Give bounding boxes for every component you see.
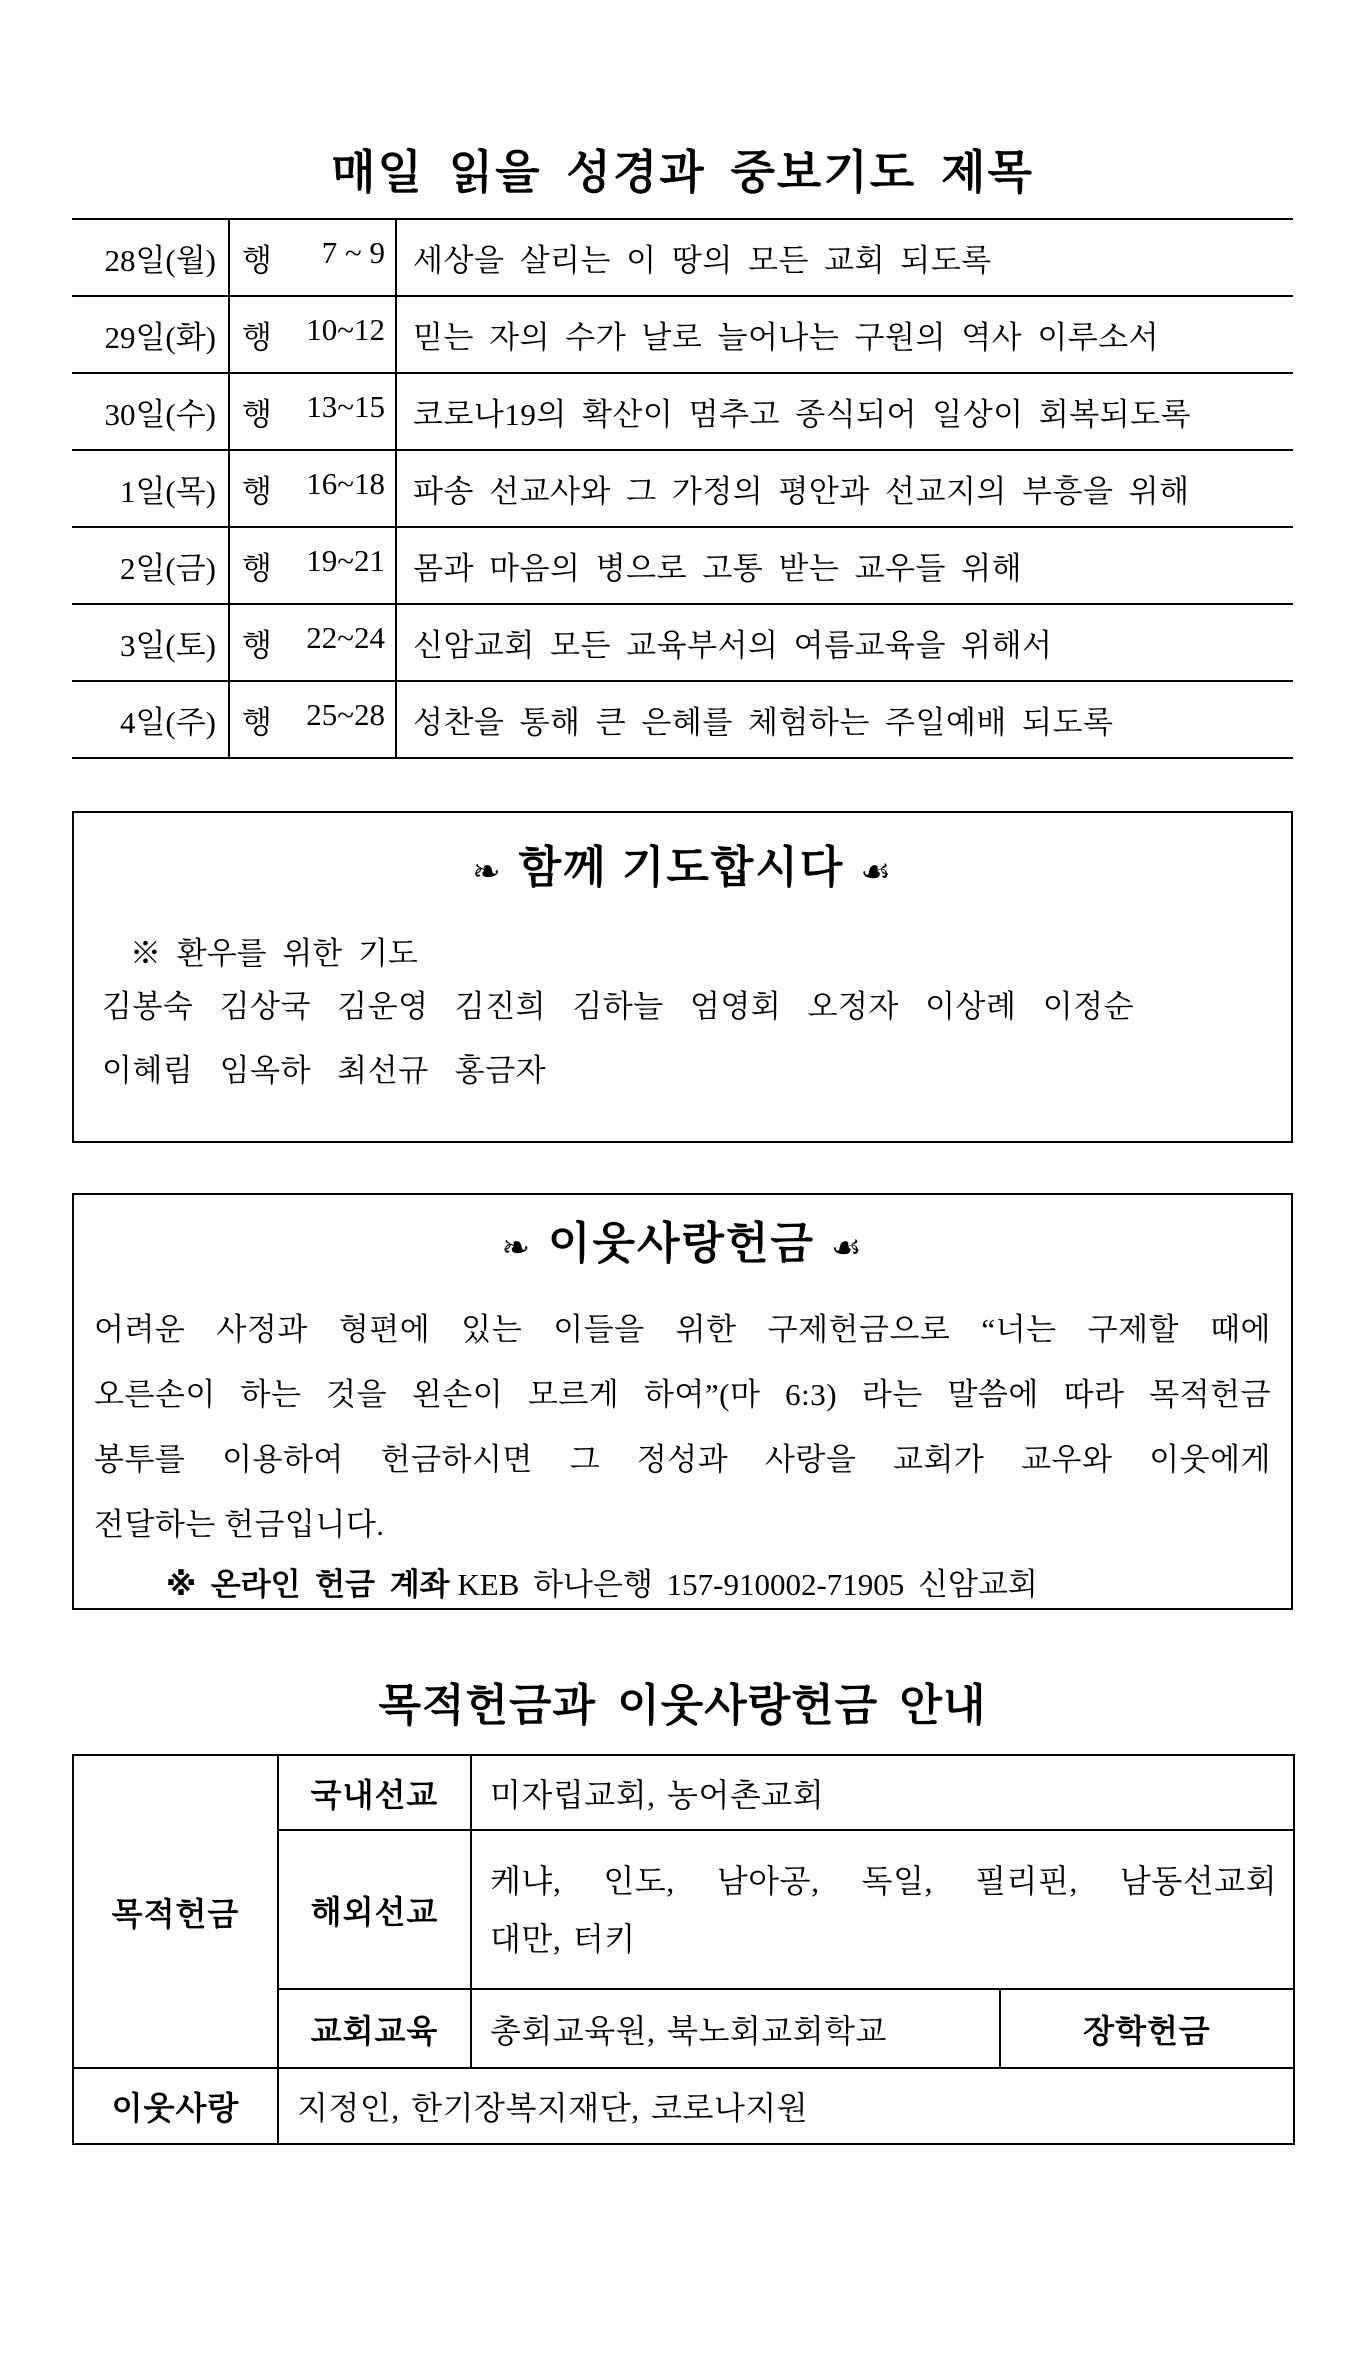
account-number: KEB 하나은행 157-910002-71905 신암교회 bbox=[457, 1567, 1038, 1603]
domestic-mission-header: 국내선교 bbox=[278, 1755, 471, 1830]
day-cell: 30일(수) bbox=[72, 373, 229, 450]
pray-box-title-text: 함께 기도합시다 bbox=[518, 843, 845, 892]
account-label: ※ 온라인 헌금 계좌 bbox=[166, 1567, 450, 1603]
passage-range: 16~18 bbox=[306, 466, 385, 501]
prayer-topic-cell: 세상을 살리는 이 땅의 모든 교회 되도록 bbox=[396, 219, 1293, 296]
floral-ornament-left-icon: ❧ bbox=[501, 1228, 532, 1269]
passage-range: 25~28 bbox=[306, 697, 385, 732]
overseas-mission-header: 해외선교 bbox=[278, 1830, 471, 1989]
passage-book: 행 bbox=[242, 320, 272, 355]
passage-range: 19~21 bbox=[306, 543, 385, 578]
daily-reading-table bbox=[72, 218, 1293, 759]
offering-description-line: 오른손이 하는 것을 왼손이 모르게 하여”(마 6:3) 라는 말씀에 따라 목적헌금 bbox=[94, 1377, 1271, 1413]
neighbor-love-offering-box bbox=[72, 1193, 1293, 1610]
prayer-topic-cell: 코로나19의 확산이 멈추고 종식되어 일상이 회복되도록 bbox=[396, 373, 1293, 450]
passage-book: 행 bbox=[242, 628, 272, 663]
table-row bbox=[72, 373, 1293, 450]
church-education-content: 총회교육원, 북노회교회학교 bbox=[471, 1989, 1000, 2068]
offering-box-title-text: 이웃사랑헌금 bbox=[547, 1219, 816, 1268]
pray-together-box bbox=[72, 811, 1293, 1143]
page-title: 매일 읽을 성경과 중보기도 제목 bbox=[331, 146, 1034, 198]
passage-range: 7 ~ 9 bbox=[321, 235, 385, 270]
overseas-mission-content bbox=[471, 1830, 1294, 1989]
scholarship-offering-cell: 장학헌금 bbox=[1000, 1989, 1294, 2068]
passage-cell bbox=[229, 373, 396, 450]
prayer-topic-cell: 성찬을 통해 큰 은혜를 체험하는 주일예배 되도록 bbox=[413, 705, 1114, 740]
domestic-mission-content: 미자립교회, 농어촌교회 bbox=[471, 1755, 1294, 1830]
passage-cell bbox=[229, 681, 396, 758]
passage-cell bbox=[229, 450, 396, 527]
day-cell: 3일(토) bbox=[72, 604, 229, 681]
passage-range: 10~12 bbox=[306, 312, 385, 347]
prayer-topic-cell: 파송 선교사와 그 가정의 평안과 선교지의 부흥을 위해 bbox=[396, 450, 1293, 527]
table-row bbox=[73, 1755, 1294, 1830]
prayer-topic-cell: 신암교회 모든 교육부서의 여름교육을 위해서 bbox=[396, 604, 1293, 681]
passage-book: 행 bbox=[242, 705, 272, 740]
day-cell: 1일(목) bbox=[72, 450, 229, 527]
offering-description-line: 어려운 사정과 형편에 있는 이들을 위한 구제헌금으로 “너는 구제할 때에 bbox=[94, 1312, 1271, 1348]
table-row bbox=[72, 450, 1293, 527]
prayer-topic-cell: 믿는 자의 수가 날로 늘어나는 구원의 역사 이루소서 bbox=[396, 296, 1293, 373]
overseas-mission-line: 케냐, 인도, 남아공, 독일, 필리핀, 남동선교회 bbox=[490, 1862, 1277, 1899]
passage-book: 행 bbox=[242, 397, 272, 432]
day-cell: 2일(금) bbox=[72, 527, 229, 604]
prayer-names-line: 김봉숙 김상국 김운영 김진희 김하늘 엄영회 오정자 이상례 이정순 bbox=[102, 989, 1135, 1025]
offering-guide-title: 목적헌금과 이웃사랑헌금 안내 bbox=[378, 1681, 987, 1730]
floral-ornament-left-icon: ❧ bbox=[472, 852, 503, 893]
passage-cell bbox=[229, 296, 396, 373]
online-offering-account bbox=[166, 1557, 1277, 1613]
prayer-names-line: 이혜림 임옥하 최선규 홍금자 bbox=[102, 1053, 547, 1089]
bulletin-page bbox=[72, 146, 1293, 2145]
offering-description-line: 전달하는 헌금입니다. bbox=[94, 1507, 385, 1543]
passage-range: 13~15 bbox=[306, 389, 385, 424]
purpose-offering-header: 목적헌금 bbox=[73, 1755, 278, 2068]
pray-box-title bbox=[88, 839, 1277, 899]
neighbor-love-content: 지정인, 한기장복지재단, 코로나지원 bbox=[278, 2068, 1294, 2144]
table-row bbox=[72, 219, 1293, 296]
church-education-header: 교회교육 bbox=[278, 1989, 471, 2068]
offering-description-line: 봉투를 이용하여 헌금하시면 그 정성과 사랑을 교회가 교우와 이웃에게 bbox=[94, 1442, 1271, 1478]
table-row bbox=[72, 527, 1293, 604]
day-cell: 29일(화) bbox=[72, 296, 229, 373]
passage-cell bbox=[229, 604, 396, 681]
overseas-mission-line: 대만, 터키 bbox=[490, 1920, 636, 1957]
passage-cell bbox=[229, 219, 396, 296]
day-cell: 4일(주) bbox=[72, 681, 229, 758]
passage-book: 행 bbox=[242, 551, 272, 586]
neighbor-love-header: 이웃사랑 bbox=[73, 2068, 278, 2144]
offering-guide-table bbox=[72, 1754, 1295, 2145]
patients-prayer-subtitle: ※ 환우를 위한 기도 bbox=[130, 936, 418, 972]
passage-book: 행 bbox=[242, 474, 272, 509]
table-row bbox=[72, 681, 1293, 758]
passage-cell bbox=[229, 527, 396, 604]
offering-description bbox=[94, 1297, 1271, 1557]
table-row bbox=[72, 296, 1293, 373]
table-row bbox=[72, 604, 1293, 681]
day-cell: 28일(월) bbox=[72, 219, 229, 296]
offering-box-title bbox=[88, 1215, 1277, 1275]
floral-ornament-right-icon: ☙ bbox=[831, 1228, 864, 1269]
passage-range: 22~24 bbox=[306, 620, 385, 655]
table-row bbox=[73, 2068, 1294, 2144]
floral-ornament-right-icon: ☙ bbox=[860, 852, 893, 893]
prayer-topic-cell: 몸과 마음의 병으로 고통 받는 교우들 위해 bbox=[396, 527, 1293, 604]
passage-book: 행 bbox=[242, 243, 272, 278]
